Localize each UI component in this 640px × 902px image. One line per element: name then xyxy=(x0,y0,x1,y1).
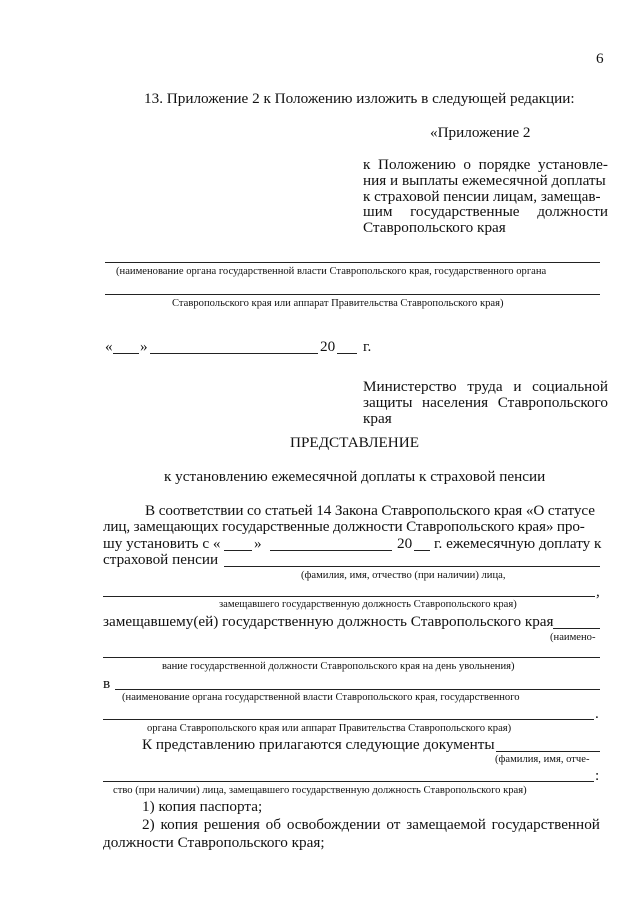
fio-blank-2 xyxy=(103,596,595,597)
fio-comma: , xyxy=(596,583,600,600)
para1-line-3c: 20 xyxy=(397,535,413,552)
documents-intro: К представлению прилагаются следующие документы xyxy=(142,736,495,753)
date-day-blank xyxy=(113,353,139,354)
date-year-suffix: г. xyxy=(363,338,372,355)
date-close-quote: » xyxy=(140,338,148,355)
para1-line-4: страховой пенсии xyxy=(103,551,219,568)
document-subtitle: к установлению ежемесячной доплаты к страховой пенсии xyxy=(164,468,546,485)
position-blank-2 xyxy=(103,657,600,658)
fio-blank xyxy=(224,566,600,567)
caption-fio-2: (фамилия, имя, отче- xyxy=(495,754,590,765)
v-label: в xyxy=(103,675,111,692)
para1-line-3d: г. ежемесячную доплату к xyxy=(434,535,602,552)
appendix-line-1: к Положению о порядке установле- xyxy=(363,156,608,173)
date-open-quote: « xyxy=(105,338,113,355)
page-number: 6 xyxy=(596,50,604,67)
caption-replaced: замещавшего государственную должность Ставропольского края) xyxy=(219,599,517,610)
org-line-2 xyxy=(105,294,600,295)
date-month-blank xyxy=(150,353,318,354)
org-blank-b xyxy=(103,719,594,720)
list-item-2: 2) копия решения об освобождении от замещаемой государственной xyxy=(142,816,600,833)
org-blank-a xyxy=(115,689,600,690)
document-title: ПРЕДСТАВЛЕНИЕ xyxy=(290,434,420,451)
appendix-line-3: к страховой пенсии лицам, замещав- xyxy=(363,188,601,205)
date-year-blank xyxy=(337,353,357,354)
caption-fio-3: ство (при наличии) лица, замещавшего государственную должность Ставропольского края) xyxy=(113,785,527,796)
position-blank xyxy=(553,628,600,629)
org-period: . xyxy=(595,705,599,722)
appendix-line-5: Ставропольского края xyxy=(363,219,506,236)
docs-fio-blank xyxy=(496,751,600,752)
caption-fio: (фамилия, имя, отчество (при наличии) лица, xyxy=(301,570,506,581)
docs-colon: : xyxy=(595,767,600,784)
para1-day-blank xyxy=(224,550,252,551)
recipient-line-3: края xyxy=(363,410,392,427)
org-caption-2: Ставропольского края или аппарат Правительства Ставропольского края) xyxy=(172,298,504,309)
list-item-2-cont: должности Ставропольского края; xyxy=(103,834,325,851)
caption-naimeno: (наимено- xyxy=(550,632,596,643)
appendix-line-2: ния и выплаты ежемесячной доплаты xyxy=(363,172,606,189)
appendix-line-4: шим государственные должности xyxy=(363,203,608,220)
caption-org-b: органа Ставропольского края или аппарат Правительства Ставропольского края) xyxy=(147,723,512,734)
caption-position: вание государственной должности Ставропольского края на день увольнения) xyxy=(162,661,515,672)
date-year-prefix: 20 xyxy=(320,338,336,355)
para1-year-blank xyxy=(414,550,430,551)
para1-line-3a: шу установить с « xyxy=(103,535,221,552)
docs-fio-blank-2 xyxy=(103,781,594,782)
recipient-line-2: защиты населения Ставропольского xyxy=(363,394,608,411)
para1-line-1: В соответствии со статьей 14 Закона Ставропольского края «О статусе xyxy=(145,502,595,519)
caption-org-a: (наименование органа государственной власти Ставропольского края, государственного xyxy=(122,692,520,703)
item-13-heading: 13. Приложение 2 к Положению изложить в следующей редакции: xyxy=(144,90,575,107)
recipient-line-1: Министерство труда и социальной xyxy=(363,378,608,395)
para1-line-2: лиц, замещающих государственные должности Ставропольского края» про- xyxy=(103,518,585,535)
para1-month-blank xyxy=(270,550,392,551)
org-caption-1: (наименование органа государственной власти Ставропольского края, государственного органа xyxy=(116,266,547,277)
replaced-position-line: замещавшему(ей) государственную должность Ставропольского края xyxy=(103,613,554,630)
list-item-1: 1) копия паспорта; xyxy=(142,798,263,815)
org-line-1 xyxy=(105,262,600,263)
para1-line-3b: » xyxy=(254,535,262,552)
appendix-title: «Приложение 2 xyxy=(430,124,531,141)
